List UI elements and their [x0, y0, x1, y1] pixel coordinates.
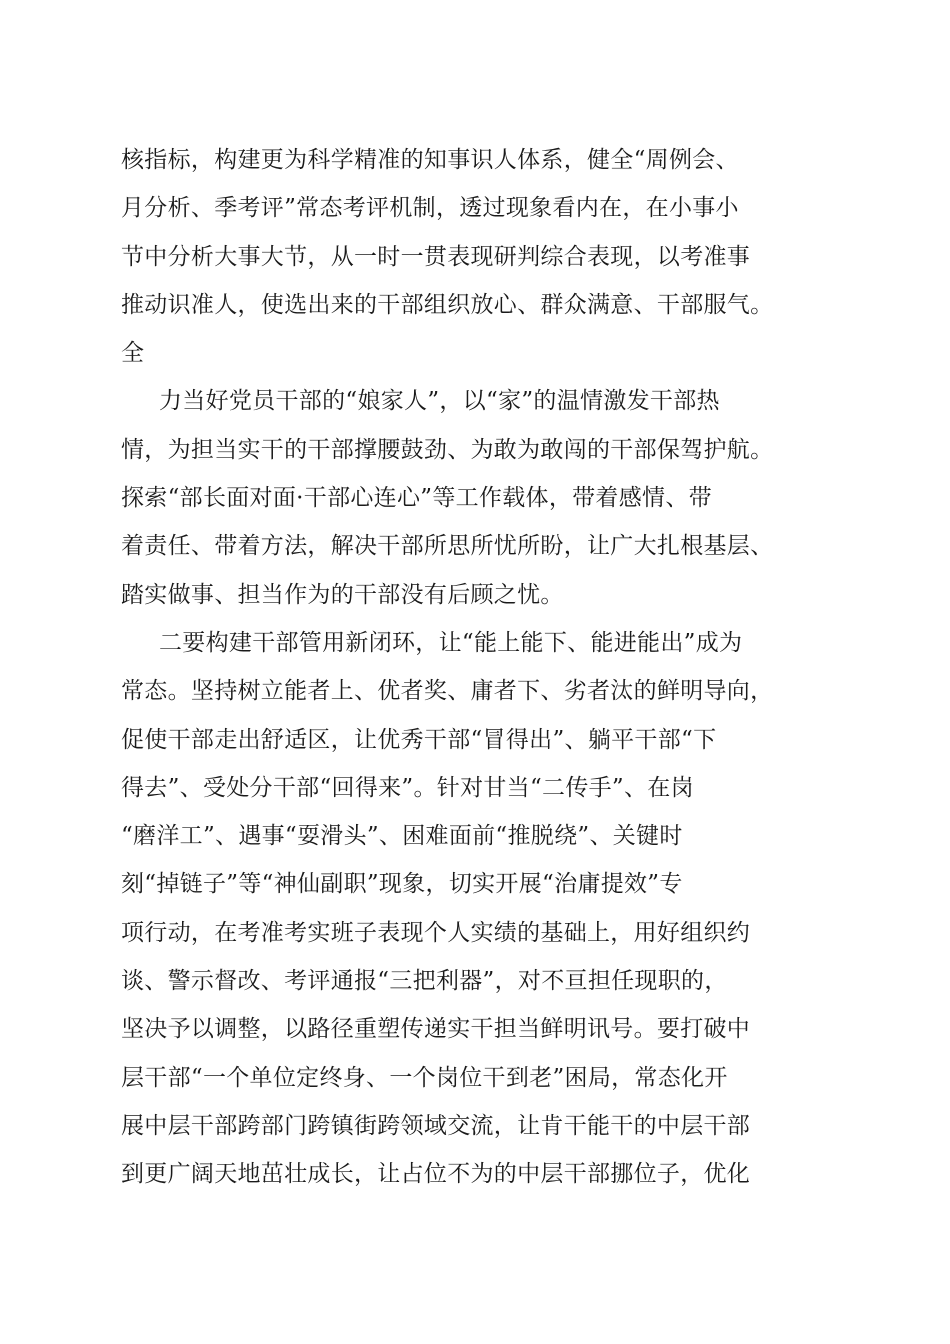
text-line: 核指标，构建更为科学精准的知事识人体系，健全“周例会、: [121, 147, 739, 173]
text-line: 刻“掉链子”等“神仙副职”现象，切实开展“治庸提效”专: [121, 871, 683, 898]
paragraph-1: [121, 136, 841, 377]
text-line: 力当好党员干部的“娘家人”，以“家”的温情激发干部热: [159, 388, 720, 415]
text-line: 得去”、受处分干部“回得来”。针对甘当“二传手”、在岗: [121, 774, 694, 801]
text-line: 节中分析大事大节，从一时一贯表现研判综合表现，以考准事: [121, 243, 751, 270]
text-line: 月分析、季考评”常态考评机制，透过现象看内在，在小事小: [121, 195, 739, 222]
text-line: 探索“部长面对面·干部心连心”等工作载体，带着感情、带: [121, 485, 712, 512]
text-line: 促使干部走出舒适区，让优秀干部“冒得出”、躺平干部“下: [121, 726, 717, 753]
paragraph-3: [121, 619, 841, 1199]
text-line: 全: [121, 340, 145, 367]
text-line: 展中层干部跨部门跨镇街跨领域交流，让肯干能干的中层干部: [121, 1112, 751, 1139]
text-line: 着责任、带着方法，解决干部所思所忧所盼，让广大扎根基层、: [121, 533, 774, 560]
text-line: 项行动，在考准考实班子表现个人实绩的基础上，用好组织约: [121, 919, 751, 946]
text-line: 层干部“一个单位定终身、一个岗位干到老”困局，常态化开: [121, 1064, 728, 1091]
text-line: 二要构建干部管用新闭环，让“能上能下、能进能出”成为: [159, 629, 743, 656]
text-line: 情，为担当实干的干部撑腰鼓劲、为敢为敢闯的干部保驾护航。: [121, 436, 774, 463]
text-line: 踏实做事、担当作为的干部没有后顾之忧。: [121, 581, 564, 608]
document-body: [121, 136, 841, 1199]
text-line: 常态。坚持树立能者上、优者奖、庸者下、劣者汰的鲜明导向，: [121, 678, 774, 705]
text-line: 坚决予以调整，以路径重塑传递实干担当鲜明讯号。要打破中: [121, 1016, 751, 1043]
paragraph-2: [121, 377, 841, 618]
text-line: 谈、警示督改、考评通报“三把利器”，对不亘担任现职的，: [121, 968, 728, 995]
text-line: 到更广阔天地茁壮成长，让占位不为的中层干部挪位子，优化: [121, 1161, 751, 1188]
text-line: 推动识准人，使选出来的干部组织放心、群众满意、干部服气。: [121, 291, 774, 318]
text-line: “磨洋工”、遇事“耍滑头”、困难面前“推脱绕”、关键时: [121, 823, 683, 850]
